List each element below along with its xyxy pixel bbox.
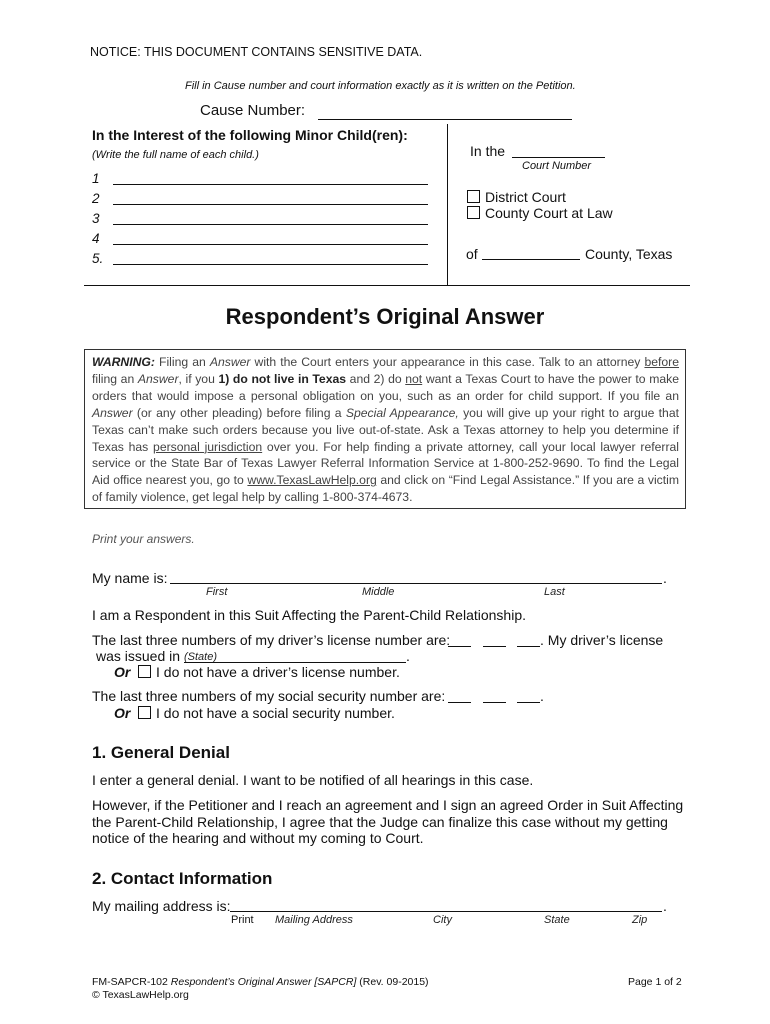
- county-field[interactable]: [482, 259, 580, 260]
- warning-text: Filing an: [154, 355, 210, 369]
- section-1-paragraph-1: I enter a general denial. I want to be notified of all hearings in this case.: [92, 772, 534, 788]
- section-2-title: 2. Contact Information: [92, 869, 273, 888]
- print-caption: Print: [231, 914, 254, 926]
- district-court-label: District Court: [485, 189, 566, 205]
- warning-text: , if you: [178, 371, 219, 386]
- in-the-label: In the: [470, 143, 506, 159]
- dl-text-2: . My driver’s license: [540, 632, 664, 648]
- warning-text: before: [644, 355, 679, 369]
- print-answers-hint: Print your answers.: [92, 532, 195, 546]
- warning-text: filing an: [92, 371, 138, 386]
- warning-text: personal jurisdiction: [153, 439, 263, 454]
- header-divider: [84, 285, 690, 286]
- page-number: Page 1 of 2: [628, 976, 682, 988]
- name-field[interactable]: [170, 583, 662, 584]
- warning-text: not: [405, 371, 423, 386]
- state-caption: State: [544, 914, 570, 926]
- county-texas-label: County, Texas: [585, 246, 673, 262]
- mailing-label: My mailing address is:: [92, 898, 231, 914]
- dl-state-field[interactable]: [184, 662, 406, 663]
- dl-digit-field[interactable]: [517, 646, 540, 647]
- section-1-title: 1. General Denial: [92, 743, 230, 762]
- footer-form-line: [92, 976, 429, 988]
- no-ssn-label: I do not have a social security number.: [156, 705, 395, 721]
- cause-number-label: Cause Number:: [200, 102, 306, 119]
- issued-period: .: [406, 648, 410, 664]
- warning-text: and 2) do: [346, 371, 406, 386]
- warning-text: you will give up your right to argue that Texas can’t make such orders because you live out-of-state. Ask a Texas attorney to help you determine if Texas has: [92, 405, 679, 454]
- dl-digit-field[interactable]: [448, 646, 471, 647]
- last-caption: Last: [544, 586, 565, 598]
- warning-text: Answer: [209, 355, 251, 369]
- child-number: 3: [92, 211, 100, 226]
- ssn-period: .: [540, 688, 544, 704]
- name-period: .: [663, 570, 667, 586]
- address-period: .: [663, 898, 667, 914]
- child-name-field[interactable]: [113, 204, 428, 205]
- city-caption: City: [433, 914, 452, 926]
- notice: NOTICE: THIS DOCUMENT CONTAINS SENSITIVE DATA.: [90, 45, 423, 59]
- warning-box: [84, 349, 686, 509]
- warning-text: want a Texas Court to have the power to make orders that would impose a personal obligation on you, such as an order for child support. If you file an: [92, 371, 679, 403]
- child-name-field[interactable]: [113, 264, 428, 265]
- county-court-checkbox[interactable]: [467, 206, 480, 219]
- first-caption: First: [206, 586, 228, 598]
- ssn-digit-field[interactable]: [448, 702, 471, 703]
- dl-text: The last three numbers of my driver’s license number are:: [92, 632, 451, 648]
- ssn-digit-field[interactable]: [517, 702, 540, 703]
- warning-text: Answer: [92, 405, 133, 420]
- no-dl-checkbox[interactable]: [138, 665, 151, 678]
- child-number: 5.: [92, 251, 104, 266]
- ssn-text: The last three numbers of my social security number are:: [92, 688, 446, 704]
- no-ssn-checkbox[interactable]: [138, 706, 151, 719]
- warning-label: WARNING:: [92, 355, 155, 369]
- warning-text: (or any other pleading) before filing a: [132, 405, 346, 420]
- child-number: 4: [92, 231, 100, 246]
- child-number: 2: [92, 191, 100, 206]
- warning-text: with the Court enters your appearance in this case. Talk to an attorney: [250, 355, 645, 369]
- warning-text: and click on “Find Legal Assistance.” If you are a victim of family violence, get legal help by calling 1-800-374-4673.: [92, 473, 679, 505]
- warning-text: over you. For help finding a private attorney, call your local lawyer referral service or the State Bar of Texas Lawyer Referral Information Service at 1-800-252-9690. To find the Legal Aid office nearest you, go to: [92, 439, 679, 488]
- interest-heading: In the Interest of the following Minor Child(ren):: [92, 127, 408, 143]
- form-name: Respondent’s Original Answer [SAPCR]: [170, 976, 357, 988]
- document-title: Respondent’s Original Answer: [225, 304, 545, 329]
- court-number-field[interactable]: [512, 157, 605, 158]
- issued-in-label: was issued in: [96, 648, 181, 664]
- cause-number-field[interactable]: [318, 119, 572, 120]
- zip-caption: Zip: [632, 914, 648, 926]
- child-name-field[interactable]: [113, 184, 428, 185]
- warning-text: Special Appearance,: [345, 405, 459, 420]
- mailing-address-caption: Mailing Address: [275, 914, 353, 926]
- no-dl-label: I do not have a driver’s license number.: [156, 664, 400, 680]
- write-names-hint: (Write the full name of each child.): [92, 149, 259, 161]
- texaslawhelp-link[interactable]: www.TexasLawHelp.org: [247, 473, 377, 488]
- of-label: of: [466, 246, 478, 262]
- warning-text: 1) do not live in Texas: [218, 371, 347, 386]
- child-name-field[interactable]: [113, 244, 428, 245]
- section-1-paragraph-2: However, if the Petitioner and I reach an agreement and I sign an agreed Order in Suit Affecting the Parent-Child Relationship, I agree that the Judge can finalize this case without my getting notice of the hearing and without my coming to Court.: [92, 797, 684, 846]
- state-caption: (State): [184, 651, 218, 663]
- middle-caption: Middle: [362, 586, 395, 598]
- or-label: Or: [114, 705, 131, 721]
- ssn-digit-field[interactable]: [483, 702, 506, 703]
- fill-instruction: Fill in Cause number and court information exactly as it is written on the Petition.: [185, 80, 576, 92]
- or-label: Or: [114, 664, 131, 680]
- court-number-caption: Court Number: [522, 160, 592, 172]
- my-name-label: My name is:: [92, 570, 168, 586]
- dl-digit-field[interactable]: [483, 646, 506, 647]
- warning-text: Answer: [137, 371, 179, 386]
- footer-copyright: © TexasLawHelp.org: [92, 989, 189, 1001]
- column-divider: [447, 124, 448, 285]
- child-name-field[interactable]: [113, 224, 428, 225]
- district-court-checkbox[interactable]: [467, 190, 480, 203]
- child-number: 1: [92, 171, 100, 186]
- county-court-label: County Court at Law: [485, 205, 613, 221]
- form-id: FM-SAPCR-102: [92, 976, 168, 988]
- mailing-address-field[interactable]: [230, 911, 662, 912]
- form-rev: (Rev. 09-2015): [359, 976, 429, 988]
- respondent-statement: I am a Respondent in this Suit Affecting the Parent-Child Relationship.: [92, 607, 526, 623]
